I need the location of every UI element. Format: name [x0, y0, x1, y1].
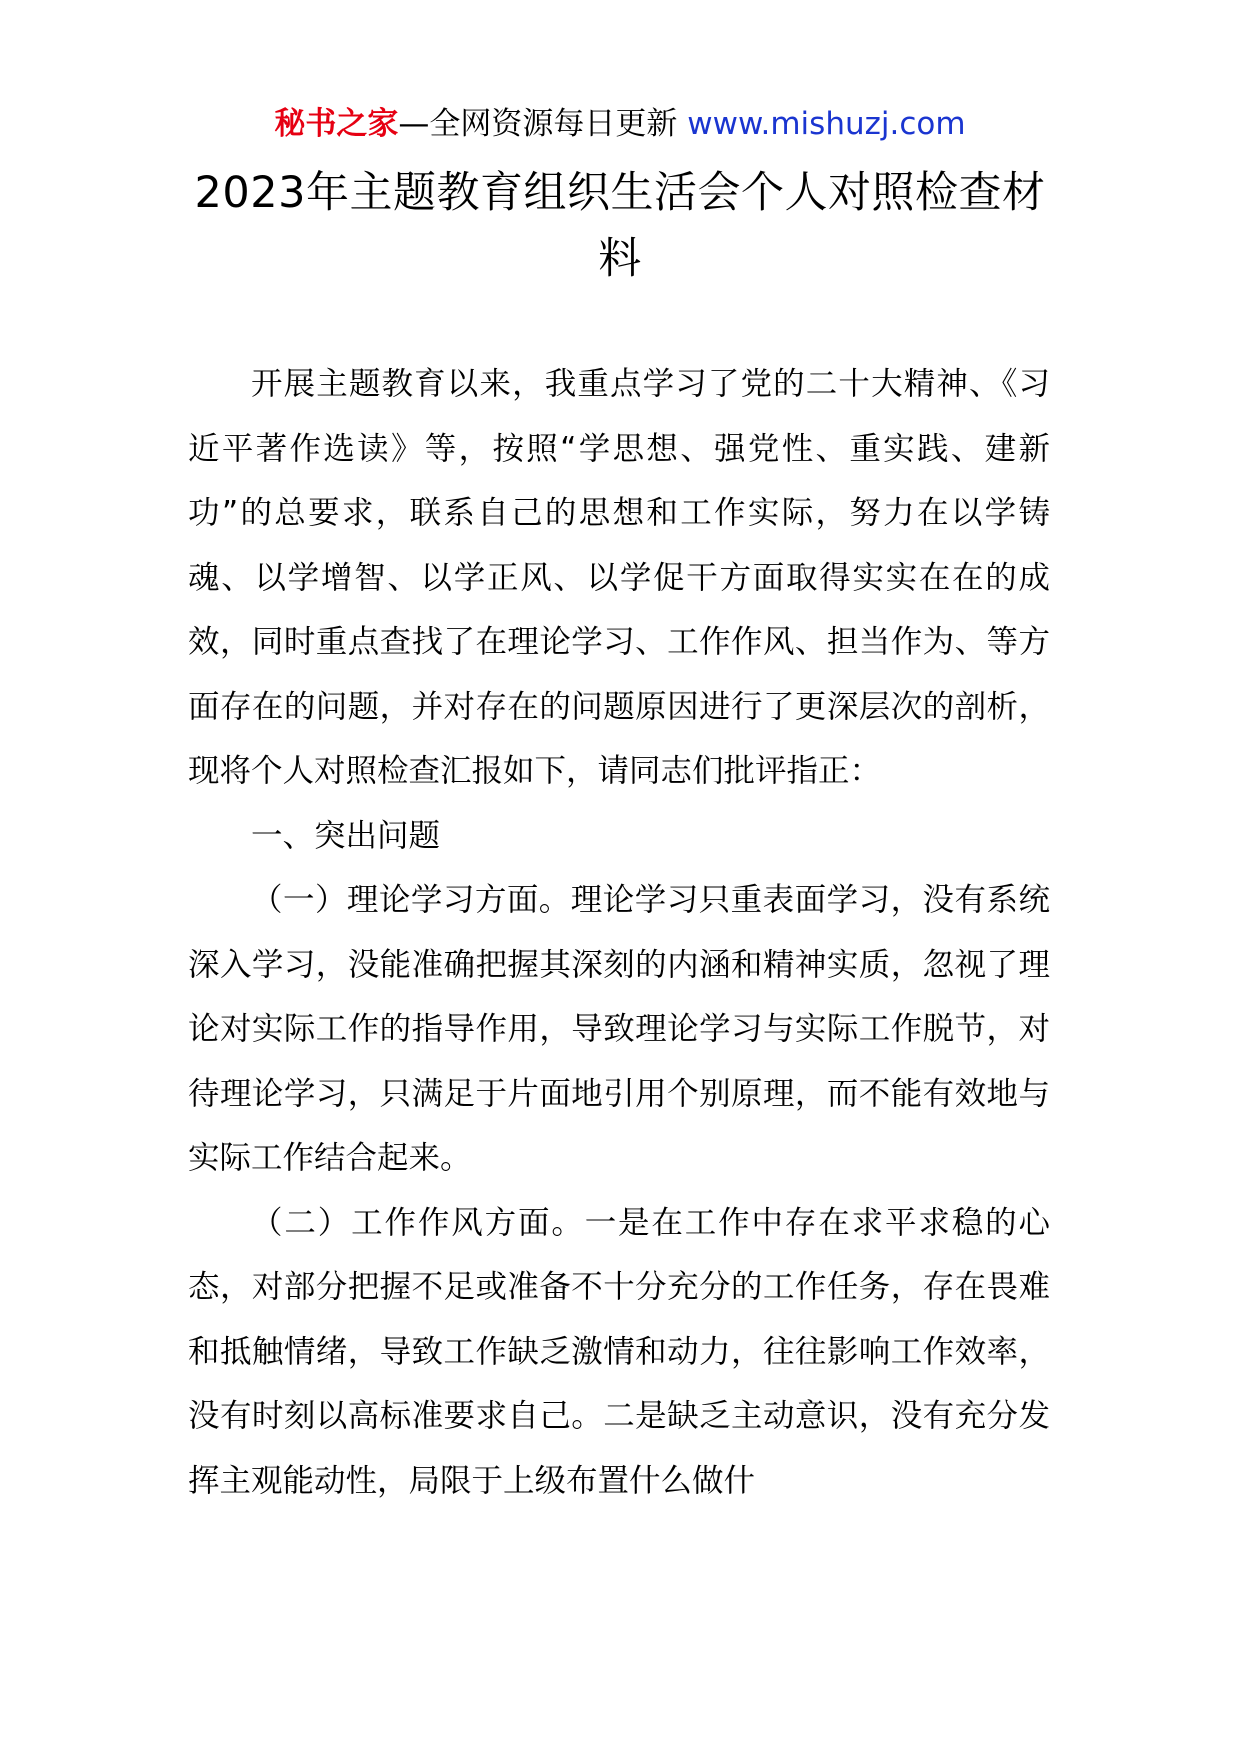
site-header	[0, 100, 1240, 148]
site-brand: 秘书之家	[274, 106, 399, 142]
site-url-link[interactable]: www.mishuzj.com	[687, 106, 966, 142]
intro-paragraph: 开展主题教育以来，我重点学习了党的二十大精神、《习近平著作选读》等，按照“学思想、强党性、重实践、建新功”的总要求，联系自己的思想和工作实际，努力在以学铸魂、以学增智、以学正风、以学促干方面取得实实在在的成效，同时重点查找了在理论学习、工作作风、担当作为、等方面存在的问题，并对存在的问题原因进行了更深层次的剖析，现将个人对照检查汇报如下，请同志们批评指正：	[188, 366, 1050, 789]
theory-study-paragraph: （一）理论学习方面。理论学习只重表面学习，没有系统深入学习，没能准确把握其深刻的内涵和精神实质，忽视了理论对实际工作的指导作用，导致理论学习与实际工作脱节，对待理论学习，只满足于片面地引用个别原理，而不能有效地与实际工作结合起来。	[188, 882, 1050, 1176]
document-title: 2023年主题教育组织生活会个人对照检查材料	[194, 168, 1046, 284]
section-heading: 一、突出问题	[251, 817, 441, 854]
document-body	[188, 352, 1050, 1513]
work-style-paragraph: （二）工作作风方面。一是在工作中存在求平求稳的心态，对部分把握不足或准备不十分充分的工作任务，存在畏难和抵触情绪，导致工作缺乏激情和动力，往往影响工作效率，没有时刻以高标准要求自己。二是缺乏主动意识，没有充分发挥主观能动性，局限于上级布置什么做什	[188, 1204, 1050, 1499]
site-slogan: —全网资源每日更新	[398, 106, 678, 142]
